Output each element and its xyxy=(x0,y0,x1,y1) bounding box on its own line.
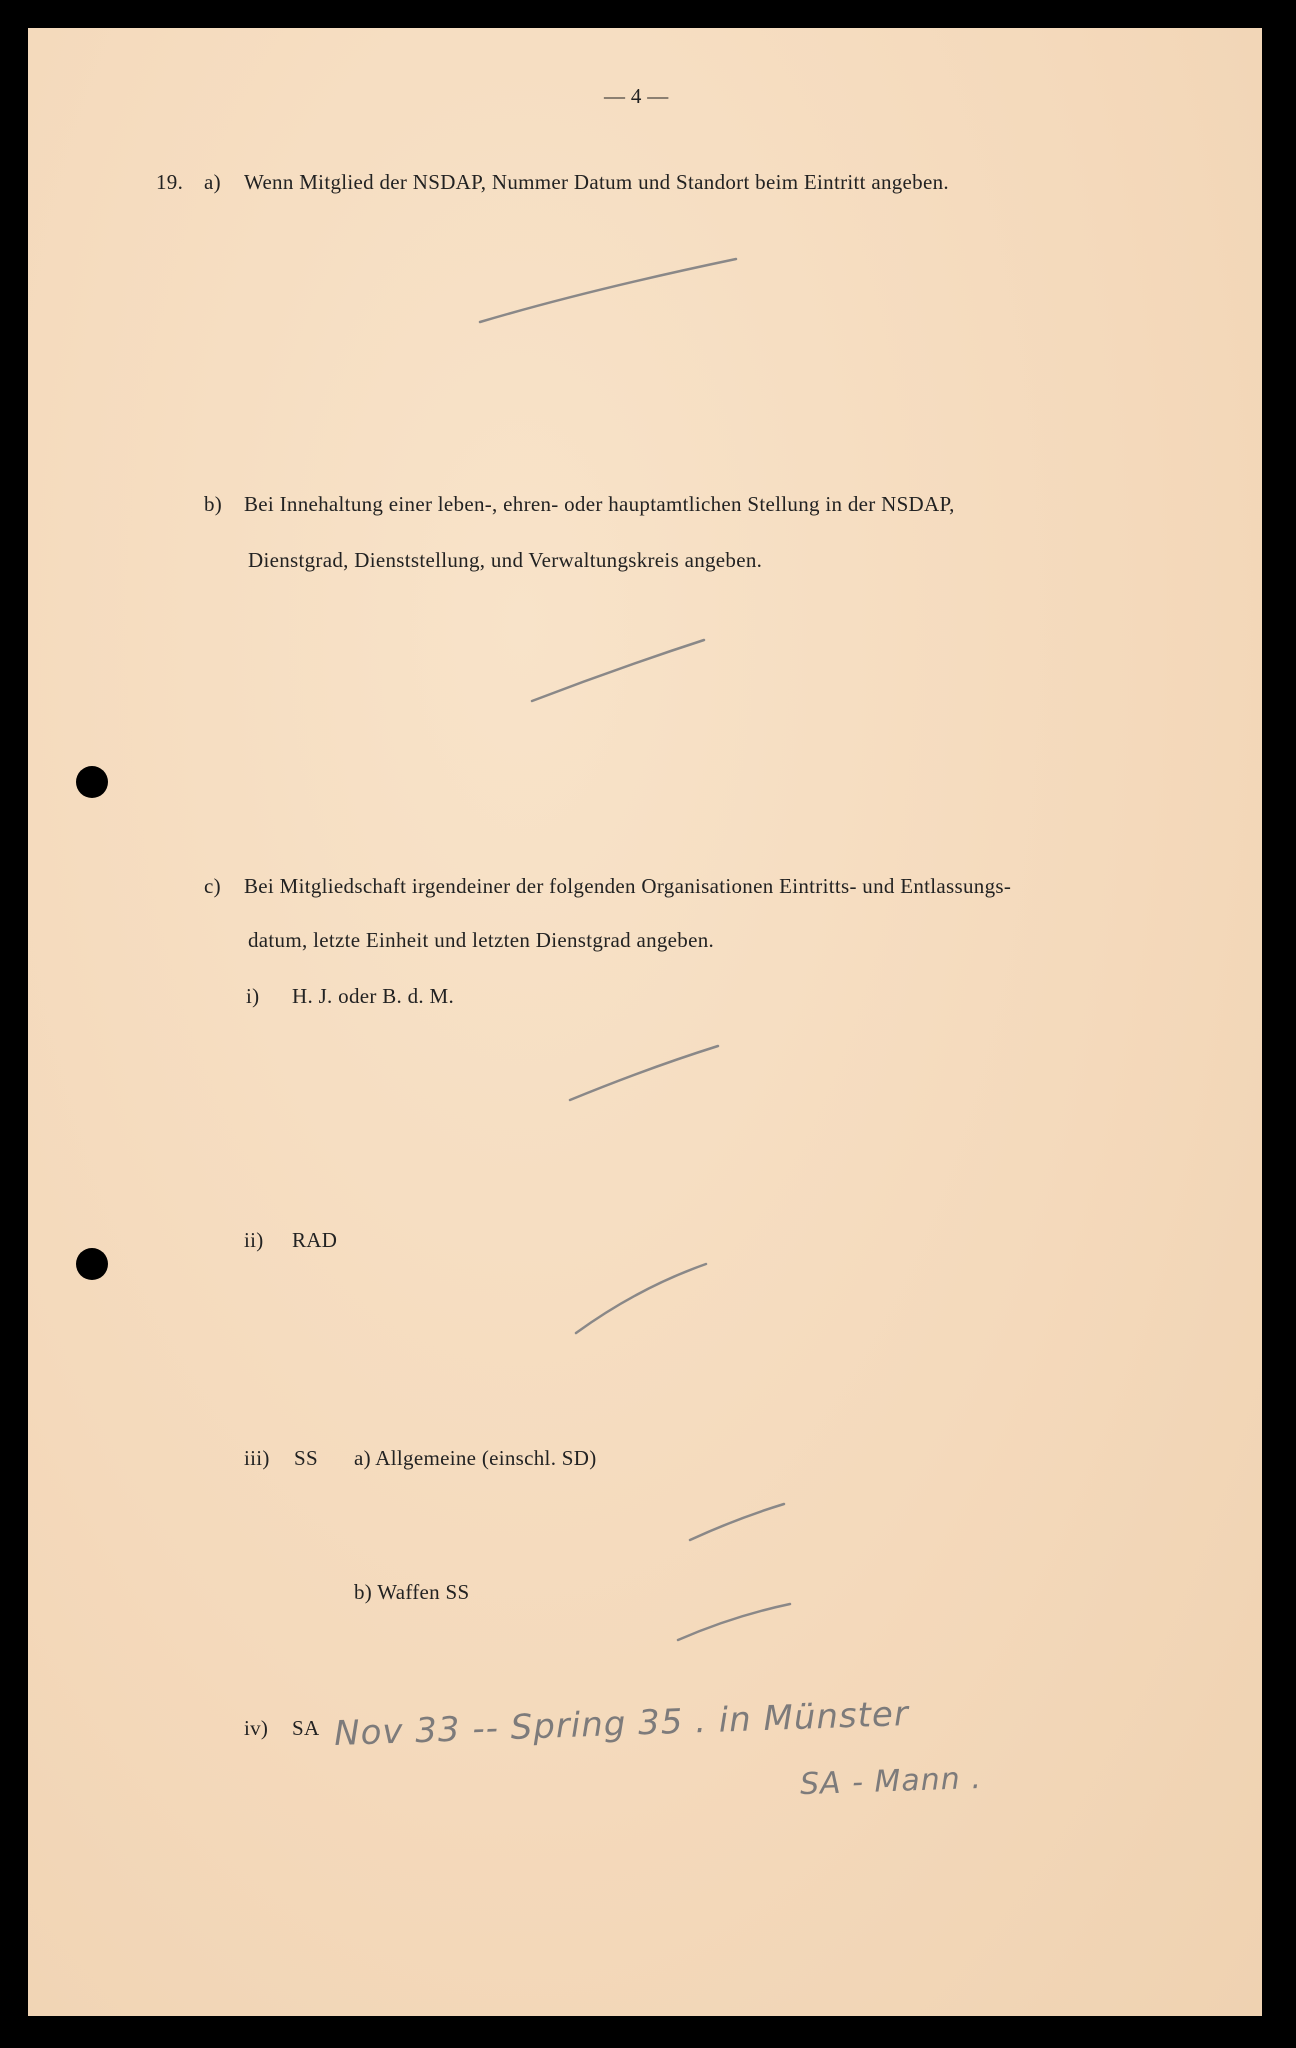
pencil-dash-waffen-ss xyxy=(678,1604,790,1640)
q19b-marker: b) xyxy=(204,492,223,516)
item-rad-label: RAD xyxy=(292,1228,338,1252)
item-ss-waffen: b) Waffen SS xyxy=(354,1580,470,1604)
item-rad-marker: ii) xyxy=(244,1228,264,1252)
pencil-dash-19b xyxy=(532,640,704,701)
q19a-text: Wenn Mitglied der NSDAP, Nummer Datum und Standort beim Eintritt angeben. xyxy=(244,170,949,194)
item-ss-label: SS xyxy=(294,1446,318,1470)
punch-hole-top xyxy=(76,766,108,798)
question-number: 19. xyxy=(156,170,184,194)
q19b-line1: Bei Innehaltung einer leben-, ehren- oder hauptamtlichen Stellung in der NSDAP, xyxy=(244,492,955,516)
q19c-marker: c) xyxy=(204,874,221,898)
item-ss-marker: iii) xyxy=(244,1446,270,1470)
q19c-line1: Bei Mitgliedschaft irgendeiner der folgenden Organisationen Eintritts- und Entlassungs- xyxy=(244,874,1012,898)
pencil-dash-ss-allgemeine xyxy=(690,1504,784,1540)
punch-hole-bottom xyxy=(76,1248,108,1280)
item-hj-label: H. J. oder B. d. M. xyxy=(292,984,455,1008)
document-page xyxy=(28,28,1262,2016)
item-sa-marker: iv) xyxy=(244,1716,269,1740)
pencil-dash-19a xyxy=(480,259,736,322)
q19b-line2: Dienstgrad, Dienststellung, und Verwaltungskreis angeben. xyxy=(248,548,763,572)
page-number: — 4 — xyxy=(604,84,669,108)
q19c-line2: datum, letzte Einheit und letzten Dienstgrad angeben. xyxy=(248,928,715,952)
handwritten-sa-rank: SA - Mann . xyxy=(799,1760,983,1803)
q19a-marker: a) xyxy=(204,170,221,194)
item-ss-allgemeine: a) Allgemeine (einschl. SD) xyxy=(354,1446,597,1470)
item-sa-label: SA xyxy=(292,1716,320,1740)
pencil-dash-hj xyxy=(570,1046,718,1100)
pencil-dash-rad xyxy=(576,1264,706,1333)
handwritten-sa-dates: Nov 33 -- Spring 35 . in Münster xyxy=(333,1693,910,1755)
item-hj-marker: i) xyxy=(246,984,260,1008)
